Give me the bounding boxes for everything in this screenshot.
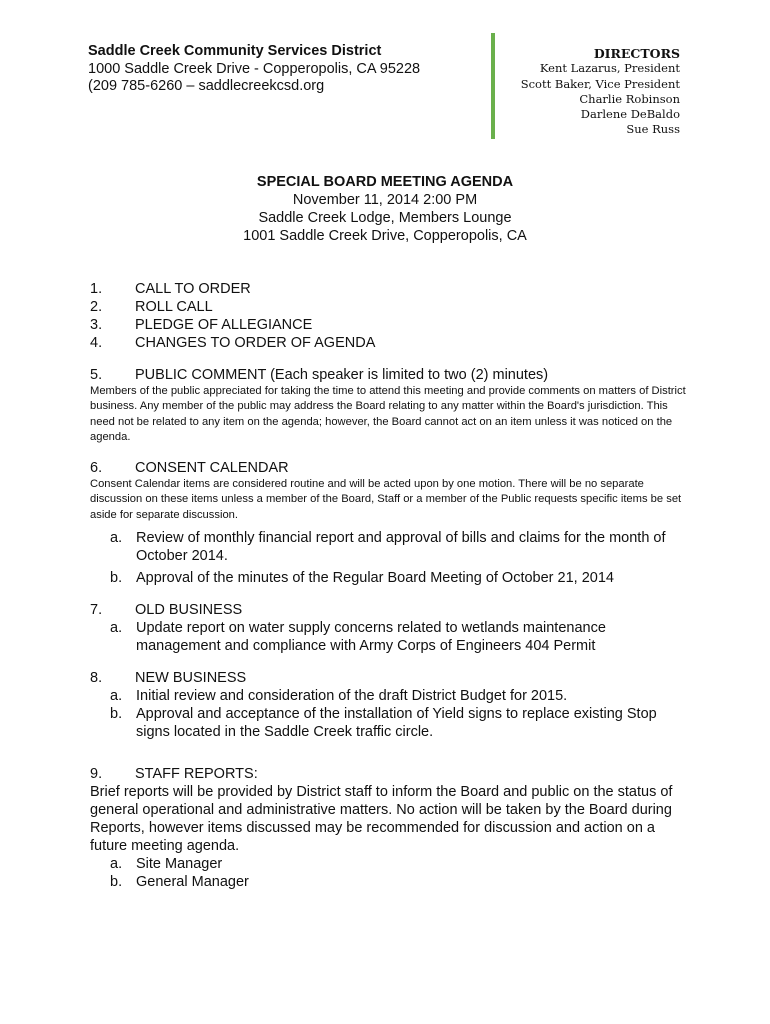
staff-reports-note: Brief reports will be provided by District staff to inform the Board and public on the status of general operational and administrative matters. No action will be taken by the Board during Reports, however items discussed may be recommended for discussion and action on a future meeting agenda. xyxy=(90,784,673,855)
agenda-subitem xyxy=(110,687,690,705)
meeting-address: 1001 Saddle Creek Drive, Copperopolis, CA xyxy=(243,228,527,244)
agenda-item xyxy=(90,316,690,334)
director-name: Scott Baker, Vice President xyxy=(520,76,680,91)
item-text: CALL TO ORDER xyxy=(135,281,251,297)
director-name: Sue Russ xyxy=(626,122,680,137)
agenda-subitem xyxy=(110,529,690,565)
item-number: 7. xyxy=(90,602,103,619)
item-number: 9. xyxy=(90,766,103,783)
subitem-letter: a. xyxy=(110,856,123,873)
item-text: CONSENT CALENDAR xyxy=(135,460,289,477)
director-name: Charlie Robinson xyxy=(579,91,680,106)
subitem-letter: b. xyxy=(110,874,123,891)
agenda-subitem xyxy=(110,855,690,873)
item-number: 1. xyxy=(90,281,103,297)
district-header xyxy=(88,43,420,96)
subitem-text: Site Manager xyxy=(136,856,223,873)
subitem-text: Approval of the minutes of the Regular Board Meeting of October 21, 2014 xyxy=(136,570,614,587)
item-text: PUBLIC COMMENT (Each speaker is limited to two (2) minutes) xyxy=(135,367,549,383)
item-text: STAFF REPORTS: xyxy=(135,766,258,783)
agenda-subitem xyxy=(110,873,690,891)
subitem-text: Initial review and consideration of the draft District Budget for 2015. xyxy=(136,688,568,705)
subitem-text: Approval and acceptance of the installation of Yield signs to replace existing Stop signs located in the Saddle Creek traffic circle. xyxy=(136,706,657,741)
subitem-text: Update report on water supply concerns related to wetlands maintenance management and compliance with Army Corps of Engineers 404 Permit xyxy=(136,620,606,655)
item-number: 4. xyxy=(90,335,103,351)
agenda-subitem xyxy=(110,705,690,741)
agenda-item xyxy=(90,298,690,316)
item-text: OLD BUSINESS xyxy=(135,602,243,619)
item-number: 3. xyxy=(90,317,103,333)
district-contact: (209 785-6260 – saddlecreekcsd.org xyxy=(88,78,325,94)
item-text: CHANGES TO ORDER OF AGENDA xyxy=(135,335,376,351)
agenda-item xyxy=(90,459,690,477)
agenda-subitem xyxy=(110,569,690,587)
subitem-letter: b. xyxy=(110,706,123,723)
agenda-item xyxy=(90,601,690,619)
item-text: PLEDGE OF ALLEGIANCE xyxy=(135,317,313,333)
meeting-datetime: November 11, 2014 2:00 PM xyxy=(292,192,478,208)
agenda-item xyxy=(90,366,690,384)
subitem-text: Review of monthly financial report and approval of bills and claims for the month of October 2014. xyxy=(136,530,666,565)
district-address: 1000 Saddle Creek Drive - Copperopolis, CA 95228 xyxy=(88,60,421,77)
director-name: Kent Lazarus, President xyxy=(539,61,680,76)
directors-list xyxy=(521,46,680,138)
subitem-text: General Manager xyxy=(136,874,249,891)
subitem-letter: b. xyxy=(110,570,123,587)
consent-calendar-note: Consent Calendar items are considered routine and will be acted upon by one motion. There will be no separate discussion on these items unless a member of the Board, Staff or a member of the Public requests specific items be set aside for separate discussion. xyxy=(90,478,682,521)
public-comment-note: Members of the public appreciated for taking the time to attend this meeting and provide comments on matters of District business. Any member of the public may address the Board relating to any matter within the Board's jurisdiction. This need not be related to any item on the agenda; however, the Board cannot act on an item unless it was noticed on the agenda. xyxy=(90,385,686,443)
agenda-opening-items xyxy=(90,280,690,352)
agenda xyxy=(90,280,690,905)
old-business-section xyxy=(90,601,690,655)
district-name: Saddle Creek Community Services District xyxy=(88,43,382,59)
subitem-letter: a. xyxy=(110,530,123,547)
subitem-letter: a. xyxy=(110,688,123,705)
new-business-section xyxy=(90,669,690,741)
item-number: 5. xyxy=(90,367,103,383)
agenda-item xyxy=(90,669,690,687)
subitem-letter: a. xyxy=(110,620,123,637)
consent-calendar-section xyxy=(90,459,690,587)
header-divider xyxy=(491,33,495,139)
director-name: Darlene DeBaldo xyxy=(580,107,680,122)
item-number: 8. xyxy=(90,670,103,687)
item-number: 2. xyxy=(90,299,103,315)
item-text: NEW BUSINESS xyxy=(135,670,247,687)
meeting-location: Saddle Creek Lodge, Members Lounge xyxy=(258,210,512,226)
agenda-subitem xyxy=(110,619,690,655)
directors-title: DIRECTORS xyxy=(593,46,680,61)
agenda-item xyxy=(90,334,690,352)
item-text: ROLL CALL xyxy=(135,299,213,315)
agenda-item xyxy=(90,765,690,783)
public-comment-section xyxy=(90,366,690,445)
staff-reports-section xyxy=(90,765,690,891)
meeting-heading xyxy=(0,173,770,245)
meeting-title: SPECIAL BOARD MEETING AGENDA xyxy=(256,174,514,190)
agenda-item xyxy=(90,280,690,298)
item-number: 6. xyxy=(90,460,103,477)
